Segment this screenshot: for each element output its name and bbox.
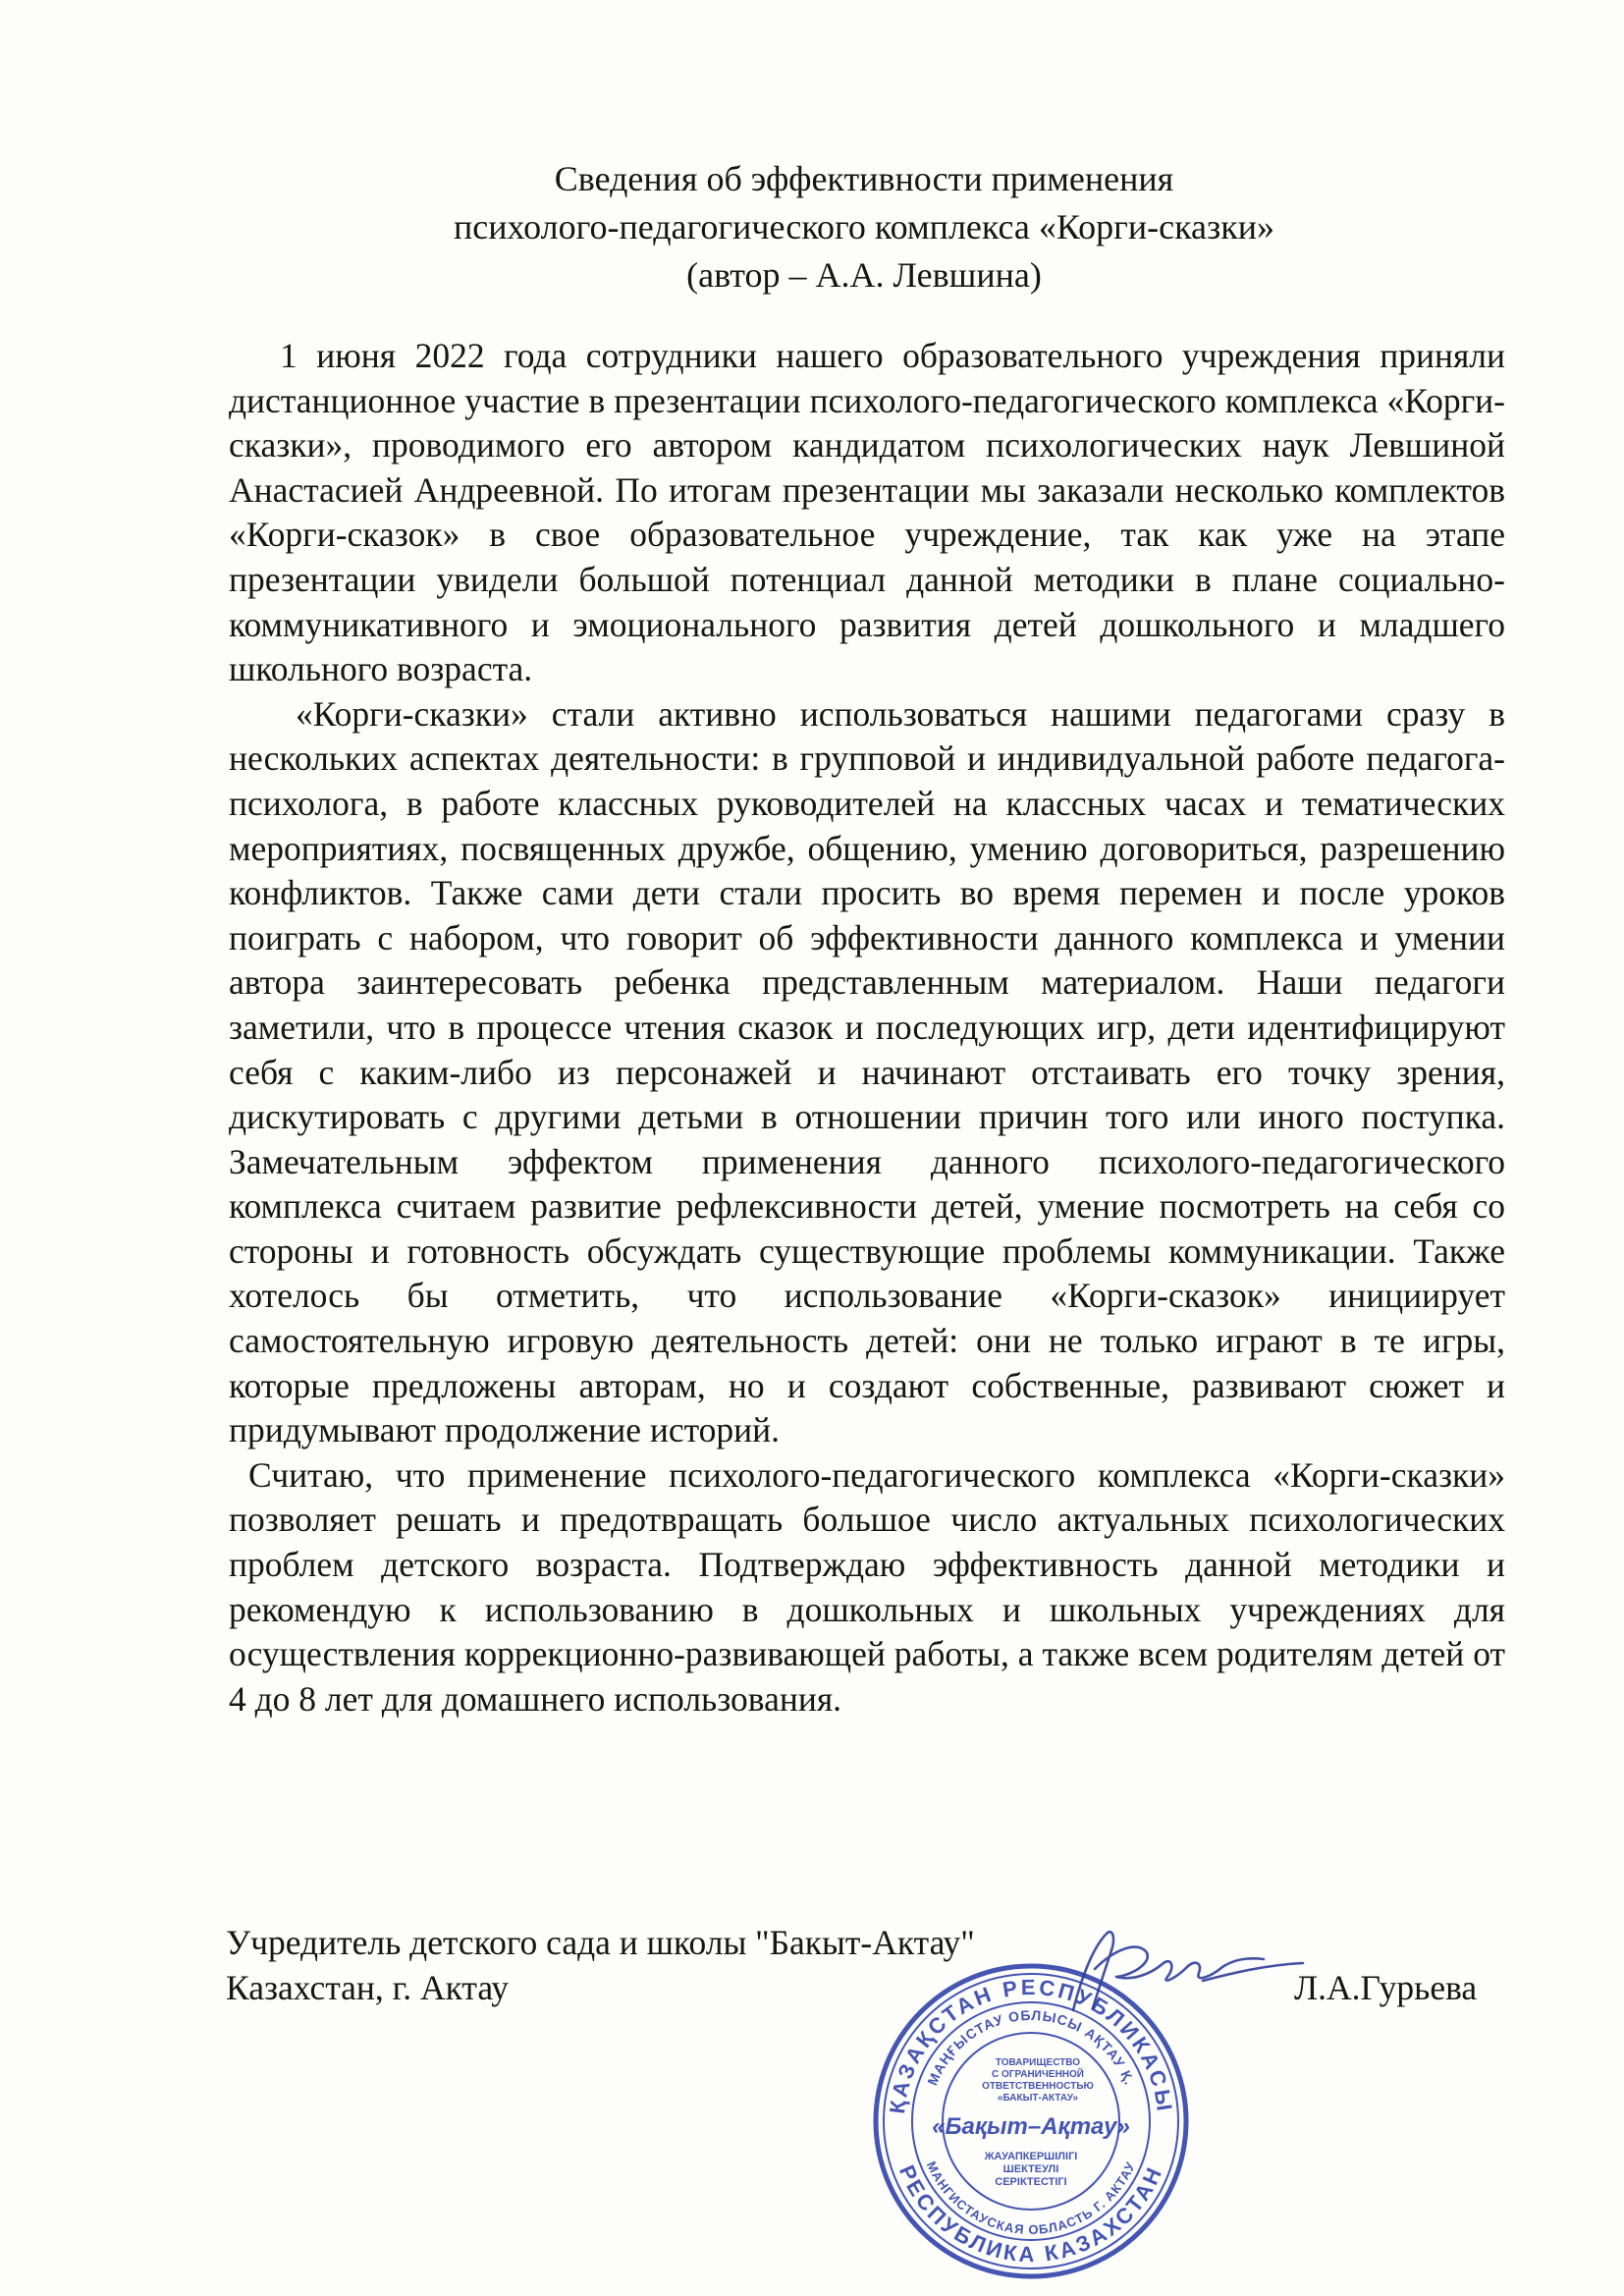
founder-line: Учредитель детского сада и школы "Бакыт-Актау" bbox=[226, 1923, 975, 1962]
location-line: Казахстан, г. Актау bbox=[226, 1968, 510, 2007]
stamp-center-ru-1: ТОВАРИЩЕСТВО bbox=[995, 2057, 1081, 2068]
stamp-center-kz-3: СЕРІКТЕСТІГІ bbox=[995, 2176, 1067, 2188]
stamp-center-ru-2: С ОГРАНИЧЕННОЙ bbox=[992, 2069, 1084, 2080]
signatory-name: Л.А.Гурьева bbox=[1294, 1968, 1478, 2007]
paragraph-1: 1 июня 2022 года сотрудники нашего образовательного учреждения приняли дистанционное участие в презентации психолого-педагогического комплекса «Корги-сказки», проводимого его автором кандидатом психологических наук Левшиной Анастасией Андреевной. По итогам презентации мы заказали несколько комплектов «Корги-сказок» в свое образовательное учреждение, так как уже на этапе презентации увидели большой потенциал данной методики в плане социально-коммуникативного и эмоционального развития детей дошкольного и младшего школьного возраста. bbox=[229, 336, 1505, 689]
heading-line-2: психолого-педагогического комплекса «Корги-сказки» bbox=[453, 207, 1274, 246]
paragraph-3: Считаю, что применение психолого-педагогического комплекса «Корги-сказки» позволяет решать и предотвращать большое число актуальных психологических проблем детского возраста. Подтверждаю эффективность данной методики и рекомендую к использованию в дошкольных и школьных учреждениях для осуществления коррекционно-развивающей работы, а также всем родителям детей от 4 до 8 лет для домашнего использования. bbox=[229, 1454, 1505, 1719]
stamp-outer-bottom-text: РЕСПУБЛИКА КАЗАХСТАН bbox=[893, 2161, 1168, 2268]
document-body bbox=[229, 334, 1505, 1722]
stamp-outer-top-text: ҚАЗАҚСТАН РЕСПУБЛИКАСЫ bbox=[885, 1974, 1178, 2115]
heading-line-1: Сведения об эффективности применения bbox=[554, 159, 1174, 198]
stamp-inner-bottom-text: МАНГИСТАУСКАЯ ОБЛАСТЬ Г. АКТАУ bbox=[923, 2159, 1139, 2238]
stamp-center-kz-2: ШЕКТЕУЛІ bbox=[1002, 2163, 1059, 2175]
heading-line-3: (автор – А.А. Левшина) bbox=[686, 255, 1042, 295]
signature-block bbox=[226, 1920, 975, 2010]
stamp-center-ru-3: ОТВЕТСТВЕННОСТЬЮ bbox=[982, 2081, 1094, 2092]
stamp-center-name: «Бақыт–Ақтау» bbox=[932, 2113, 1130, 2140]
stamp-inner-top-text: МАҢҒЫСТАУ ОБЛЫСЫ АҚТАУ Қ. bbox=[924, 2006, 1138, 2088]
document-heading bbox=[226, 155, 1502, 300]
stamp-center-kz-1: ЖАУАПКЕРШІЛІГІ bbox=[984, 2151, 1078, 2162]
paragraph-2: «Корги-сказки» стали активно использоваться нашими педагогами сразу в нескольких аспектах деятельности: в групповой и индивидуальной работе педагога-психолога, в работе классных руководителей на классных часах и тематических мероприятиях, посвященных дружбе, общению, умению договориться, разрешению конфликтов. Также сами дети стали просить во время перемен и после уроков поиграть с набором, что говорит об эффективности данного комплекса и умении автора заинтересовать ребенка представленным материалом. Наши педагоги заметили, что в процессе чтения сказок и последующих игр, дети идентифицируют себя с каким-либо из персонажей и начинают отстаивать его точку зрения, дискутировать с другими детьми в отношении причин того или иного поступка. Замечательным эффектом применения данного психолого-педагогического комплекса считаем развитие рефлексивности детей, умение посмотреть на себя со стороны и готовность обсуждать существующие проблемы коммуникации. Также хотелось бы отметить, что использование «Корги-сказок» инициирует самостоятельную игровую деятельность детей: они не только играют в те игры, которые предложены авторам, но и создают собственные, развивают сюжет и придумывают продолжение историй. bbox=[229, 693, 1505, 1450]
signature-graphic bbox=[1056, 1920, 1311, 2028]
handwritten-signature bbox=[1056, 1920, 1311, 2028]
stamp-center-ru-4: «БАКЫТ-АКТАУ» bbox=[997, 2093, 1079, 2104]
